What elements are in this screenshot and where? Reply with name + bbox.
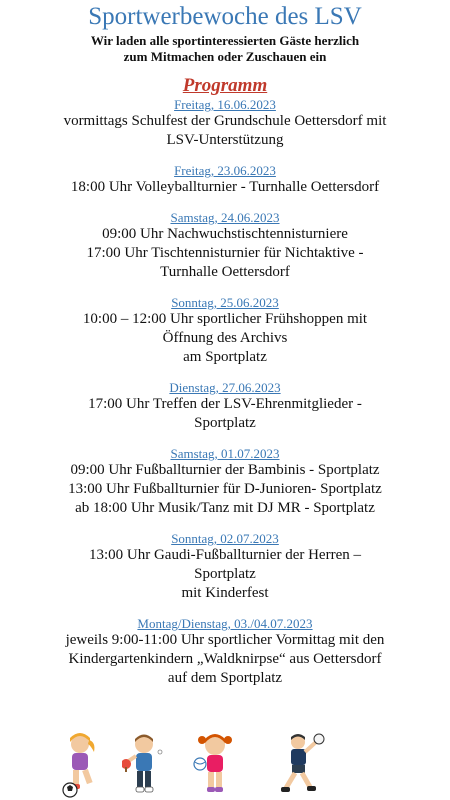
event-line: 10:00 – 12:00 Uhr sportlicher Frühshoppen mit	[82, 311, 368, 327]
event-line: 09:00 Uhr Nachwuchstischtennisturniere	[102, 226, 348, 242]
event-line: mit Kinderfest	[181, 585, 269, 601]
girl-soccer-icon	[60, 732, 104, 798]
event-line: 17:00 Uhr Tischtennisturnier für Nichtaktive -	[86, 245, 364, 261]
event-line: Kindergartenkindern „Waldknirpse“ aus Oettersdorf	[68, 651, 382, 667]
event-line: Turnhalle Oettersdorf	[160, 264, 290, 280]
event-line: Sportplatz	[194, 415, 256, 431]
invitation-text	[0, 33, 450, 65]
boy-table-tennis-icon	[122, 732, 166, 798]
handball-player-icon	[276, 732, 326, 798]
event-line: vormittags Schulfest der Grundschule Oettersdorf mit	[63, 113, 387, 129]
event-date: Samstag, 24.06.2023	[170, 210, 280, 225]
event-line: Öffnung des Archivs	[162, 330, 288, 346]
page-title: Sportwerbewoche des LSV	[88, 3, 362, 30]
girl-volleyball-icon	[192, 732, 238, 798]
event-line: 13:00 Uhr Fußballturnier für D-Junioren- Sportplatz	[68, 481, 382, 497]
event-item	[0, 295, 450, 367]
event-line: 17:00 Uhr Treffen der LSV-Ehrenmitglieder -	[88, 396, 362, 412]
event-date: Freitag, 16.06.2023	[174, 97, 276, 112]
event-line: am Sportplatz	[183, 349, 267, 365]
event-line: auf dem Sportplatz	[167, 670, 283, 686]
event-item	[0, 531, 450, 603]
event-item	[0, 380, 450, 433]
event-date: Sonntag, 25.06.2023	[171, 295, 279, 310]
event-date: Samstag, 01.07.2023	[170, 446, 280, 461]
event-list	[0, 97, 450, 688]
event-date: Montag/Dienstag, 03./04.07.2023	[137, 616, 313, 631]
event-item	[0, 163, 450, 197]
event-line: Sportplatz	[194, 566, 256, 582]
event-line: 18:00 Uhr Volleyballturnier - Turnhalle Oettersdorf	[70, 179, 380, 195]
program-heading: Programm	[182, 75, 268, 96]
sports-illustrations	[0, 732, 450, 800]
event-date: Dienstag, 27.06.2023	[169, 380, 281, 395]
event-line: 09:00 Uhr Fußballturnier der Bambinis - Sportplatz	[70, 462, 380, 478]
event-line: LSV-Unterstützung	[166, 132, 284, 148]
event-item	[0, 97, 450, 150]
invitation-line-2: zum Mitmachen oder Zuschauen ein	[123, 49, 327, 64]
event-date: Freitag, 23.06.2023	[174, 163, 276, 178]
event-line: 13:00 Uhr Gaudi-Fußballturnier der Herren –	[88, 547, 361, 563]
event-item	[0, 446, 450, 518]
event-item	[0, 616, 450, 688]
event-line: ab 18:00 Uhr Musik/Tanz mit DJ MR - Sportplatz	[75, 500, 375, 516]
event-date: Sonntag, 02.07.2023	[171, 531, 279, 546]
invitation-line-1: Wir laden alle sportinteressierten Gäste herzlich	[90, 33, 360, 48]
event-item	[0, 210, 450, 282]
event-line: jeweils 9:00-11:00 Uhr sportlicher Vormittag mit den	[65, 632, 385, 648]
